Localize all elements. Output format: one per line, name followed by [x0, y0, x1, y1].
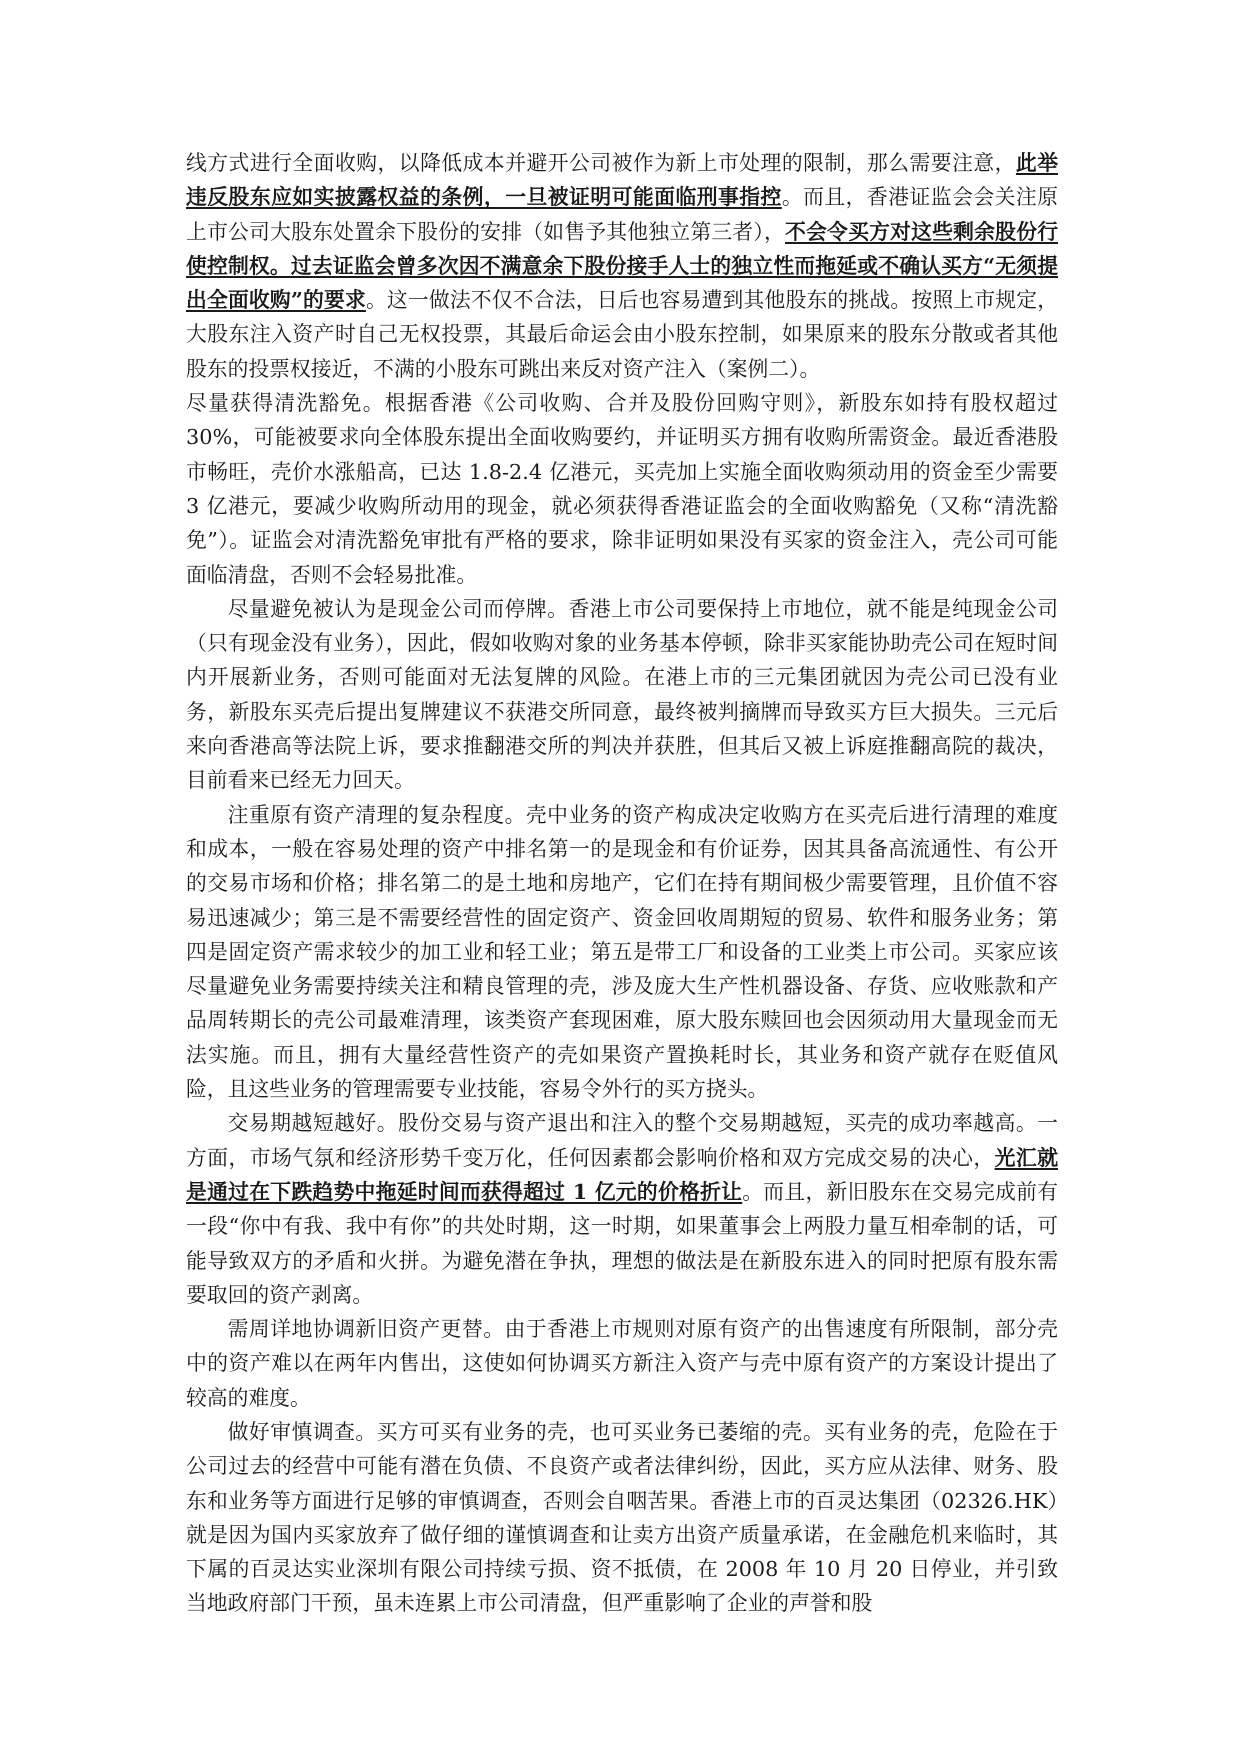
document-page: [186, 146, 1058, 1621]
text-run: 尽量获得清洗豁免。根据香港《公司收购、合并及股份回购守则》，新股东如持有股权超过 30%，可能被要求向全体股东提出全面收购要约，并证明买方拥有收购所需资金。最近香港股市畅旺，壳价水涨船高，已达 1.8-2.4 亿港元，买壳加上实施全面收购须动用的资金至少需要 3 亿港元，要减少收购所动用的现金，就必须获得香港证监会的全面收购豁免（又称“清洗豁免”）。证监会对清洗豁免审批有严格的要求，除非证明如果没有买家的资金注入，壳公司可能面临清盘，否则不会轻易批准。: [186, 391, 1058, 587]
paragraph-6: [186, 1312, 1058, 1415]
text-run: 。而且，新旧股东在交易完成前有一段“你中有我、我中有你”的共处时期，这一时期，如果董事会上两股力量互相牵制的话，可能导致双方的矛盾和火拼。为避免潜在争执，理想的做法是在新股东进入的同时把原有股东需要取回的资产剥离。: [186, 1179, 1059, 1307]
text-run: 线方式进行全面收购，以降低成本并避开公司被作为新上市处理的限制，那么需要注意，: [186, 151, 1016, 175]
text-run: 。这一做法不仅不合法，日后也容易遭到其他股东的挑战。按照上市规定，大股东注入资产时自己无权投票，其最后命运会由小股东控制，如果原来的股东分散或者其他股东的投票权接近，不满的小股东可跳出来反对资产注入（案例二）。: [186, 288, 1058, 381]
underlined-emphasis: 此举违反股东应如实披露权益的条例，一旦被证明可能面临刑事指控: [186, 150, 1058, 210]
text-run: 尽量避免被认为是现金公司而停牌。香港上市公司要保持上市地位，就不能是纯现金公司（只有现金没有业务），因此，假如收购对象的业务基本停顿，除非买家能协助壳公司在短时间内开展新业务，否则可能面对无法复牌的风险。在港上市的三元集团就因为壳公司已没有业务，新股东买壳后提出复牌建议不获港交所同意，最终被判摘牌而导致买方巨大损失。三元后来向香港高等法院上诉，要求推翻港交所的判决并获胜，但其后又被上诉庭推翻高院的裁决，目前看来已经无力回天。: [186, 596, 1058, 793]
text-run: 交易期越短越好。股份交易与资产退出和注入的整个交易期越短，买壳的成功率越高。一方面，市场气氛和经济形势千变万化，任何因素都会影响价格和双方完成交易的决心，: [186, 1111, 1058, 1170]
underlined-emphasis: 不会令买方对这些剩余股份行使控制权。过去证监会曾多次因不满意余下股份接手人士的独立性而拖延或不确认买方“无须提出全面收购”的要求: [186, 218, 1059, 313]
paragraph-5: [186, 1106, 1058, 1312]
paragraph-1: [186, 146, 1058, 386]
text-run: 。而且，香港证监会会关注原上市公司大股东处置余下股份的安排（如售予其他独立第三者），: [186, 185, 1059, 244]
paragraph-3: [186, 592, 1058, 798]
paragraph-4: [186, 798, 1058, 1107]
text-run: 需周详地协调新旧资产更替。由于香港上市规则对原有资产的出售速度有所限制，部分壳中的资产难以在两年内售出，这使如何协调买方新注入资产与壳中原有资产的方案设计提出了较高的难度。: [186, 1317, 1058, 1410]
paragraph-2: [186, 386, 1058, 592]
text-run: 做好审慎调查。买方可买有业务的壳，也可买业务已萎缩的壳。买有业务的壳，危险在于公司过去的经营中可能有潜在负债、不良资产或者法律纠纷，因此，买方应从法律、财务、股东和业务等方面进行足够的审慎调查，否则会自咽苦果。香港上市的百灵达集团（02326.HK）就是因为国内买家放弃了做仔细的谨慎调查和让卖方出资产质量承诺，在金融危机来临时，其下属的百灵达实业深圳有限公司持续亏损、资不抵债，在 2008 年 10 月 20 日停业，并引致当地政府部门干预，虽未连累上市公司清盘，但严重影响了企业的声誉和股: [186, 1419, 1058, 1616]
underlined-emphasis: 光汇就是通过在下跌趋势中拖延时间而获得超过 1 亿元的价格折让: [186, 1144, 1058, 1204]
text-run: 注重原有资产清理的复杂程度。壳中业务的资产构成决定收购方在买壳后进行清理的难度和成本，一般在容易处理的资产中排名第一的是现金和有价证券，因其具备高流通性、有公开的交易市场和价格；排名第二的是土地和房地产，它们在持有期间极少需要管理，且价值不容易迅速减少；第三是不需要经营性的固定资产、资金回收周期短的贸易、软件和服务业务；第四是固定资产需求较少的加工业和轻工业；第五是带工厂和设备的工业类上市公司。买家应该尽量避免业务需要持续关注和精良管理的壳，涉及庞大生产性机器设备、存货、应收账款和产品周转期长的壳公司最难清理，该类资产套现困难，原大股东赎回也会因须动用大量现金而无法实施。而且，拥有大量经营性资产的壳如果资产置换耗时长，其业务和资产就存在贬值风险，且这些业务的管理需要专业技能，容易令外行的买方挠头。: [186, 802, 1058, 1102]
paragraph-7: [186, 1415, 1058, 1621]
